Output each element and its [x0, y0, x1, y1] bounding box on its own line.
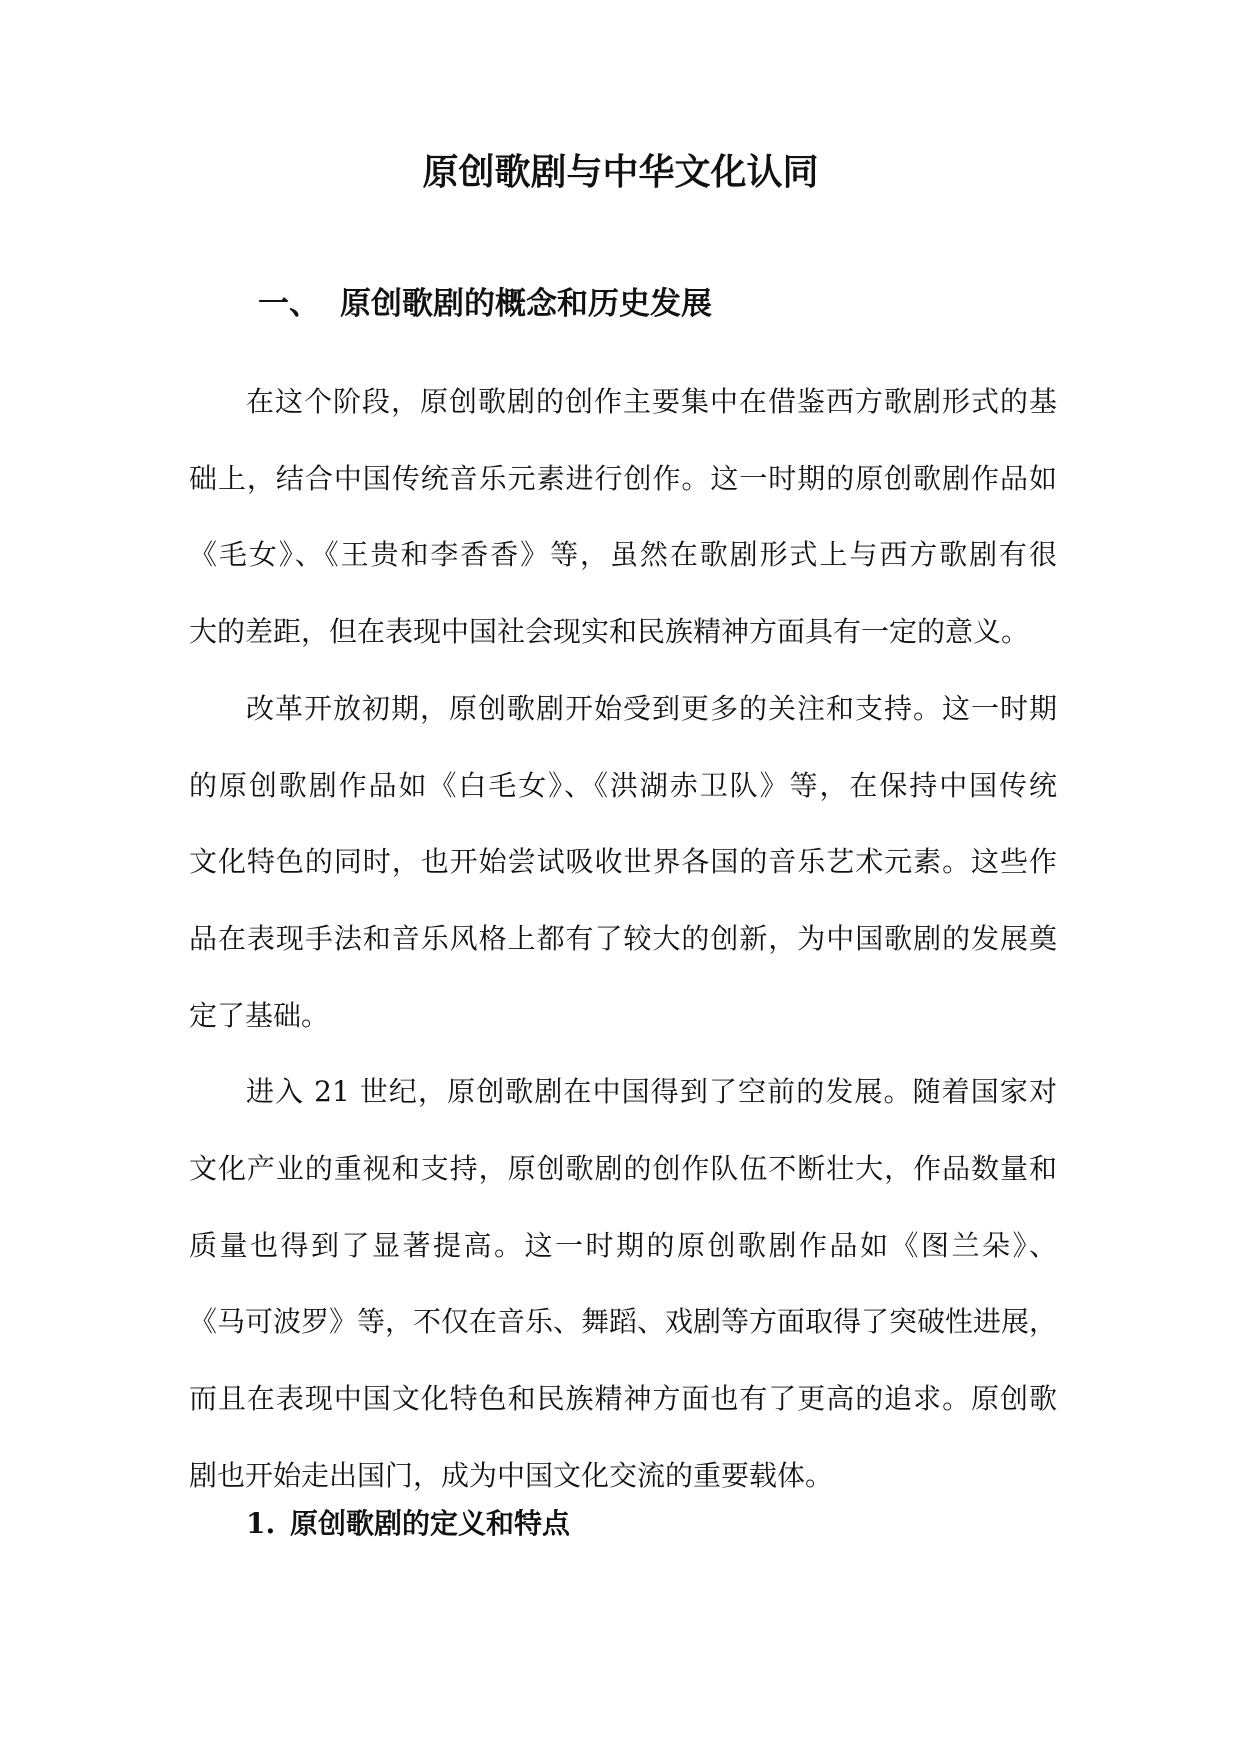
text-line: 剧也开始走出国门，成为中国文化交流的重要载体。 [189, 1458, 834, 1492]
text-line: 的原创歌剧作品如《白毛女》、《洪湖赤卫队》等，在保持中国传统 [189, 768, 1057, 802]
paragraph [189, 1054, 1057, 1514]
text-line: 进入 21 世纪，原创歌剧在中国得到了空前的发展。随着国家对 [246, 1075, 1057, 1109]
text-line: 定了基础。 [189, 998, 330, 1032]
paragraph [189, 671, 1057, 1055]
text-line: 文化产业的重视和支持，原创歌剧的创作队伍不断壮大，作品数量和 [189, 1152, 1057, 1186]
text-line: 品在表现手法和音乐风格上都有了较大的创新，为中国歌剧的发展奠 [189, 921, 1057, 955]
text-line: 《毛女》、《王贵和李香香》等，虽然在歌剧形式上与西方歌剧有很 [189, 538, 1057, 572]
paragraph [189, 364, 1057, 671]
text-line: 文化特色的同时，也开始尝试吸收世界各国的音乐艺术元素。这些作 [189, 845, 1057, 879]
text-line: 《马可波罗》等，不仅在音乐、舞蹈、戏剧等方面取得了突破性进展， [189, 1305, 1058, 1339]
document-title: 原创歌剧与中华文化认同 [422, 151, 819, 193]
section-number: 一、 [258, 286, 320, 322]
text-line: 而且在表现中国文化特色和民族精神方面也有了更高的追求。原创歌 [189, 1382, 1057, 1416]
text-line: 大的差距，但在表现中国社会现实和民族精神方面具有一定的意义。 [189, 615, 1030, 649]
section-heading [258, 283, 712, 325]
subsection-title: 原创歌剧的定义和特点 [290, 1507, 571, 1540]
text-line: 础上，结合中国传统音乐元素进行创作。这一时期的原创歌剧作品如 [189, 461, 1057, 495]
text-line: 改革开放初期，原创歌剧开始受到更多的关注和支持。这一时期 [246, 691, 1057, 725]
text-line: 在这个阶段，原创歌剧的创作主要集中在借鉴西方歌剧形式的基 [246, 385, 1057, 418]
body-text [189, 364, 1057, 1515]
section-title: 原创歌剧的概念和历史发展 [340, 286, 712, 322]
text-line: 质量也得到了显著提高。这一时期的原创歌剧作品如《图兰朵》、 [189, 1228, 1057, 1262]
subsection-heading [246, 1504, 570, 1544]
subsection-number: 1. [246, 1507, 276, 1540]
